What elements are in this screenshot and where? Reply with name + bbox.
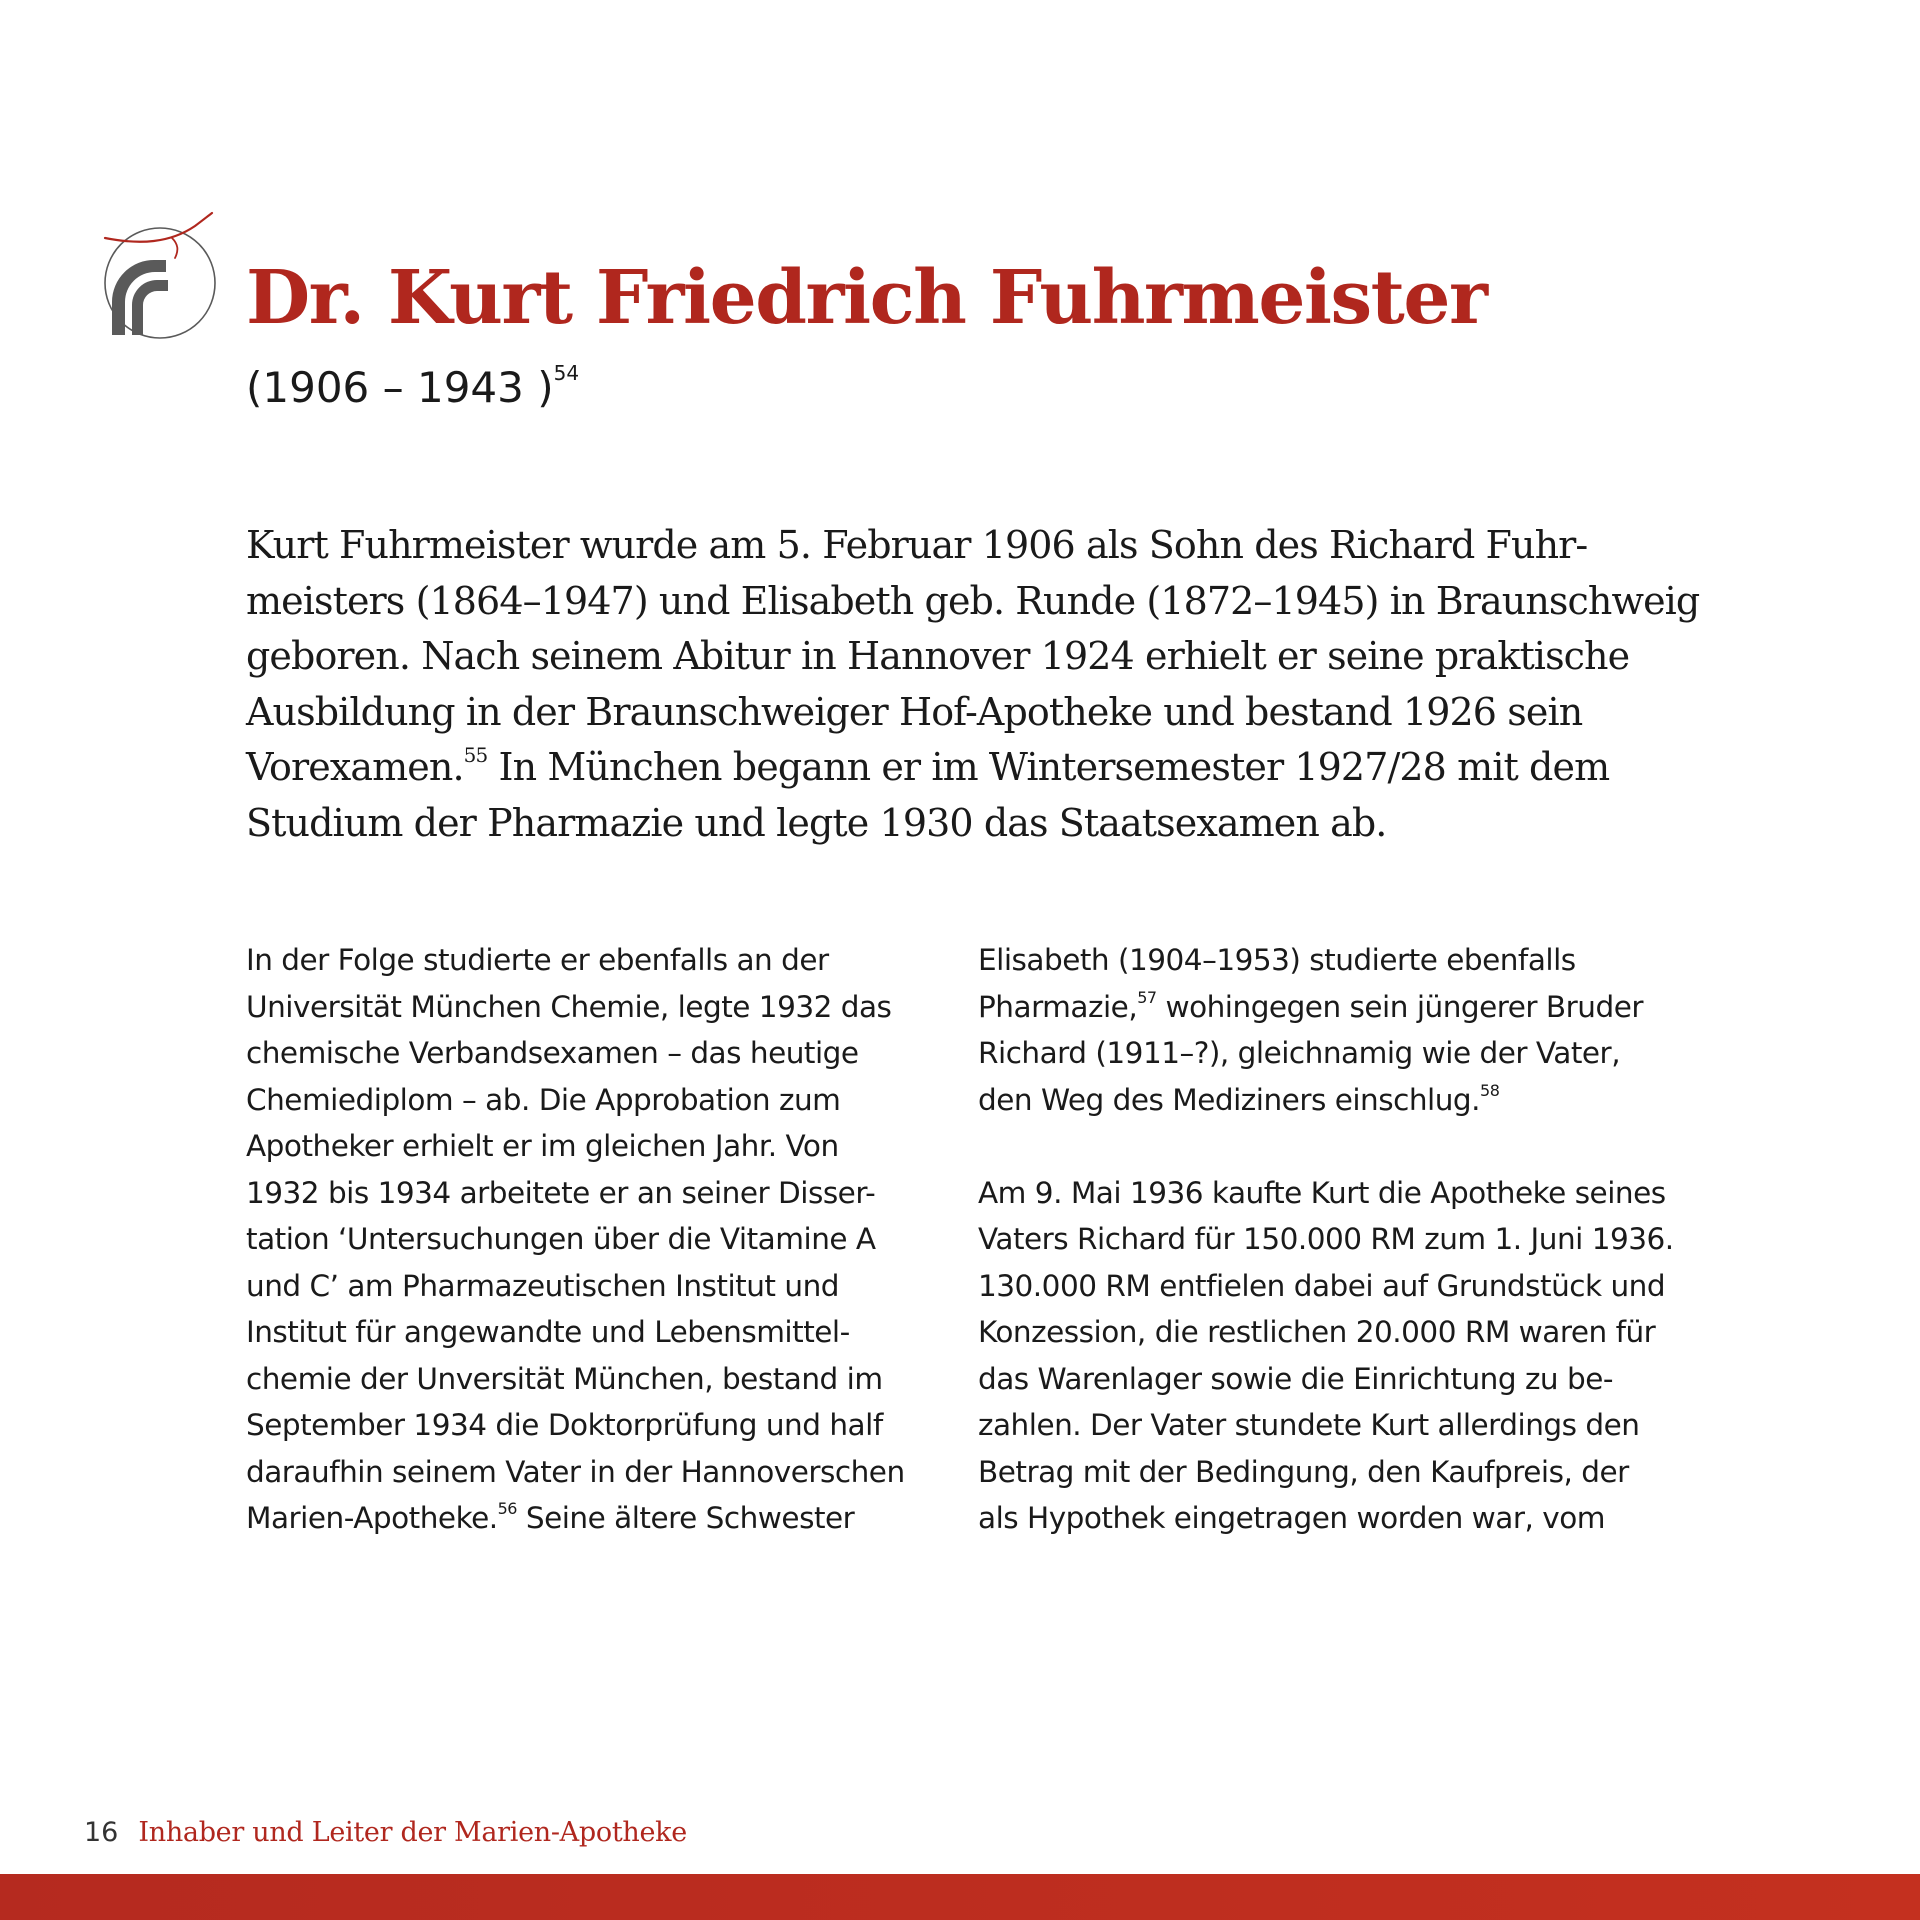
left-line-13-start: Marien-Apotheke.: [246, 1501, 498, 1535]
paragraph-gap: [978, 1123, 1678, 1170]
lead-line-6: Studium der Pharmazie und legte 1930 das Staatsexamen ab.: [246, 800, 1387, 845]
left-line-13-end: Seine ältere Schwester: [516, 1501, 855, 1535]
life-dates: [246, 360, 579, 416]
right-p2-line-3: 130.000 RM entfielen dabei auf Grundstück und: [978, 1268, 1666, 1303]
lead-line-4: Ausbildung in der Braunschweiger Hof-Apotheke und bestand 1926 sein: [246, 689, 1583, 734]
right-p2-line-7: Betrag mit der Bedingung, den Kaufpreis, der: [978, 1454, 1629, 1489]
left-line-2: Universität München Chemie, legte 1932 das: [246, 989, 892, 1024]
life-dates-text: (1906 – 1943 ): [246, 363, 554, 412]
footnote-ref-55: 55: [463, 743, 488, 768]
right-line-2-end: wohingegen sein jüngerer Bruder: [1156, 989, 1643, 1024]
right-p2-line-5: das Warenlager sowie die Einrichtung zu be-: [978, 1361, 1614, 1396]
running-title: Inhaber und Leiter der Marien-Apotheke: [138, 1817, 687, 1848]
left-line-5: Apotheker erhielt er im gleichen Jahr. Von: [246, 1129, 839, 1163]
right-p2-line-6: zahlen. Der Vater stundete Kurt allerdings den: [978, 1408, 1640, 1442]
right-line-3: Richard (1911–?), gleichnamig wie der Vater,: [978, 1036, 1621, 1070]
body-column-left: [246, 937, 936, 1542]
right-p2-line-8: als Hypothek eingetragen worden war, vom: [978, 1501, 1606, 1535]
right-p2-line-4: Konzession, die restlichen 20.000 RM waren für: [978, 1315, 1656, 1349]
page-footer: [84, 1812, 687, 1853]
right-line-2: [978, 984, 1678, 1031]
left-line-11: September 1934 die Doktorprüfung und half: [246, 1408, 883, 1442]
right-line-4: [978, 1077, 1678, 1124]
logo-inner-arch: [132, 280, 168, 335]
logo-red-swoosh-tail: [172, 238, 177, 258]
marien-apotheke-logo-icon: [100, 210, 230, 350]
left-line-6: 1932 bis 1934 arbeitete er an seiner Disser-: [246, 1175, 876, 1210]
lead-line-5-end: In München begann er im Wintersemester 1927/28 mit dem: [487, 745, 1610, 790]
lead-paragraph: [246, 518, 1700, 852]
left-line-1: In der Folge studierte er ebenfalls an der: [246, 943, 829, 977]
footnote-ref-54: 54: [553, 361, 580, 385]
body-column-right: [978, 937, 1678, 1542]
right-line-2-start: Pharmazie,: [978, 989, 1138, 1024]
lead-line-3: geboren. Nach seinem Abitur in Hannover 1924 erhielt er seine praktische: [246, 634, 1630, 679]
left-line-9: Institut für angewandte und Lebensmittel-: [246, 1315, 850, 1349]
left-line-7: tation ‘Untersuchungen über die Vitamine A: [246, 1222, 876, 1256]
lead-line-1: Kurt Fuhrmeister wurde am 5. Februar 1906 als Sohn des Richard Fuhr-: [246, 523, 1588, 567]
left-line-8: und C’ am Pharmazeutischen Institut und: [246, 1268, 839, 1303]
left-line-3: chemische Verbandsexamen – das heutige: [246, 1036, 859, 1070]
footnote-ref-56: 56: [497, 1499, 517, 1518]
left-line-13: [246, 1495, 936, 1542]
footnote-ref-57: 57: [1137, 987, 1157, 1007]
right-line-1: Elisabeth (1904–1953) studierte ebenfalls: [978, 943, 1576, 977]
footnote-ref-58: 58: [1480, 1080, 1500, 1100]
right-line-4-text: den Weg des Mediziners einschlug.: [978, 1082, 1481, 1117]
left-line-4: Chemiediplom – ab. Die Approbation zum: [246, 1082, 841, 1117]
left-line-10: chemie der Unversität München, bestand im: [246, 1361, 883, 1396]
lead-line-2: meisters (1864–1947) und Elisabeth geb. Runde (1872–1945) in Braunschweig: [246, 578, 1700, 623]
page-title: Dr. Kurt Friedrich Fuhrmeister: [246, 255, 1487, 341]
page-number: 16: [84, 1817, 119, 1848]
left-line-12: daraufhin seinem Vater in der Hannoverschen: [246, 1454, 905, 1489]
footer-color-bar: [0, 1874, 1920, 1920]
right-p2-line-1: Am 9. Mai 1936 kaufte Kurt die Apotheke seines: [978, 1175, 1666, 1210]
lead-line-5: [246, 740, 1666, 796]
right-p2-line-2: Vaters Richard für 150.000 RM zum 1. Juni 1936.: [978, 1222, 1674, 1256]
lead-line-5-start: Vorexamen.: [246, 745, 464, 790]
